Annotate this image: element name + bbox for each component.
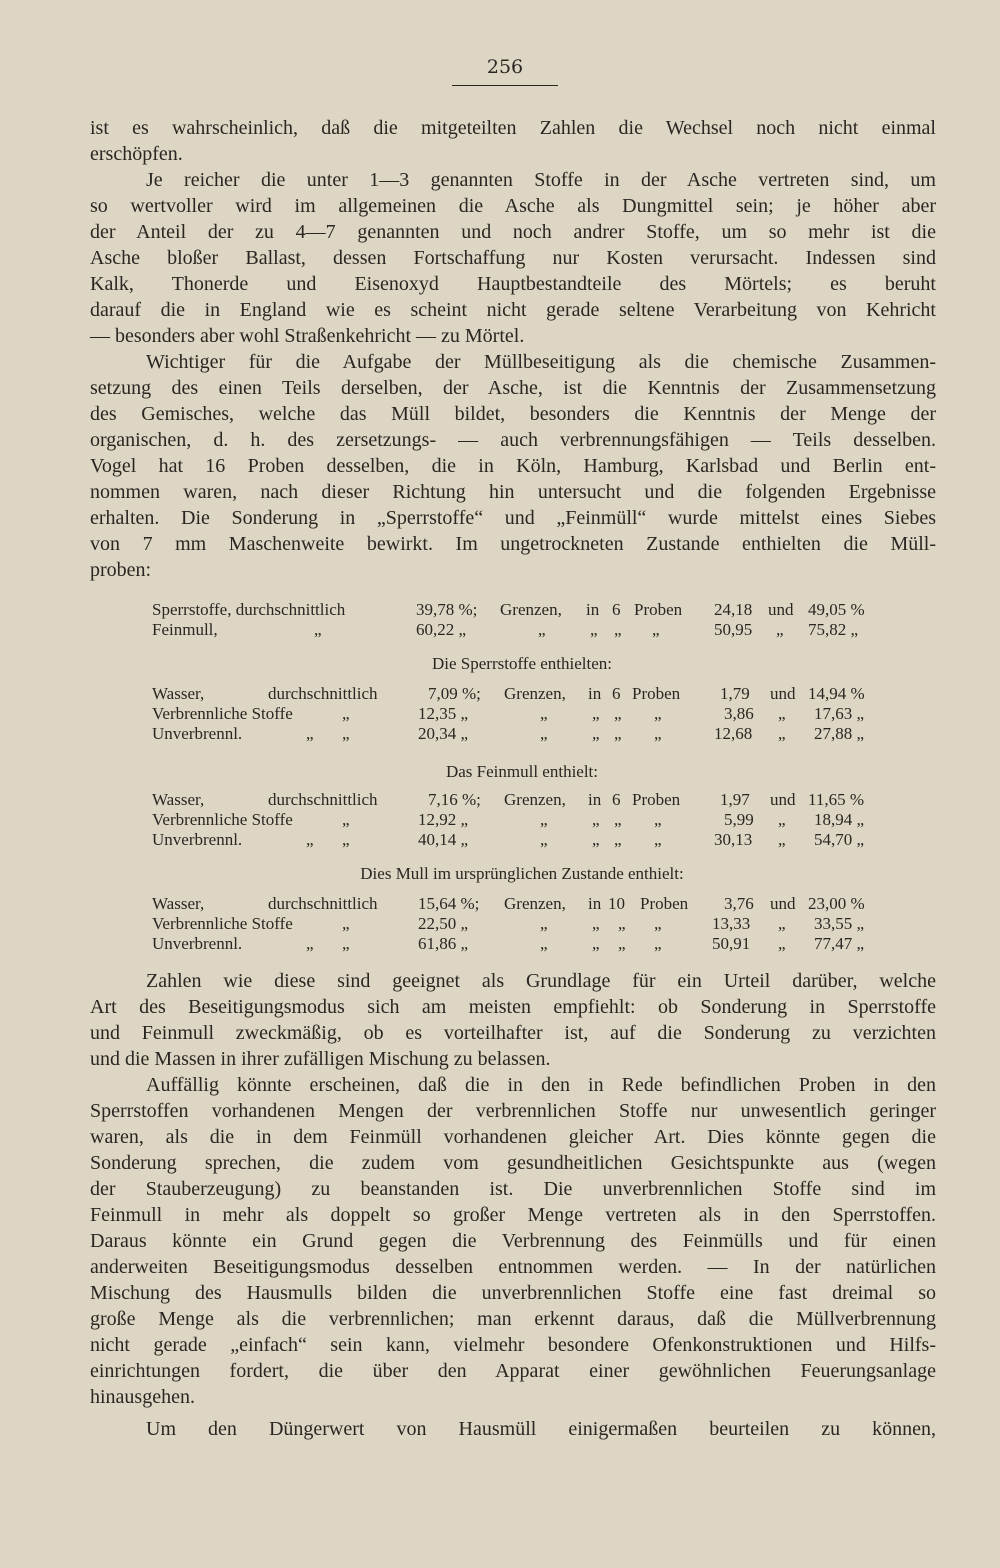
min-value: 24,18: [714, 600, 753, 619]
min-value: 50,91: [712, 934, 751, 953]
ditto-mark: „: [540, 830, 548, 849]
text-line: von 7 mm Maschenweite bewirkt. Im ungetrockneten Zustande enthielten die Müll-: [90, 533, 936, 555]
max-value: 11,65 %: [808, 790, 865, 809]
paragraph-2: [90, 167, 936, 349]
max-value: 17,63 „: [814, 704, 865, 723]
table-row: [152, 894, 892, 914]
min-value: 30,13: [714, 830, 753, 849]
average-value: 22,50 „: [418, 914, 469, 933]
ditto-mark: „: [776, 620, 784, 639]
ditto-mark: „: [592, 914, 600, 933]
samples-label: Proben: [632, 790, 681, 809]
text-line: erhalten. Die Sonderung in „Sperrstoffe“ und „Feinmüll“ wurde mittelst eines Siebes: [90, 507, 936, 529]
table-row: [152, 684, 892, 704]
ditto-mark: „: [778, 704, 786, 723]
ditto-mark: „: [314, 620, 322, 639]
ditto-mark: „: [540, 914, 548, 933]
table-row: [152, 830, 892, 850]
text-line: hinausgehen.: [90, 1386, 195, 1408]
ditto-mark: „: [654, 704, 662, 723]
ditto-mark: „: [540, 810, 548, 829]
text-line: des Gemisches, welche das Müll bildet, besonders die Kenntnis der Menge der: [90, 403, 936, 425]
ditto-mark: „: [590, 620, 598, 639]
text-line: große Menge als die verbrennlichen; man erkennt daraus, daß die Müllverbrennung: [90, 1308, 936, 1330]
text-line: Asche bloßer Ballast, dessen Fortschaffung nur Kosten verursacht. Indessen sind: [90, 247, 936, 269]
text-line: nicht gerade „einfach“ sein kann, vielmehr besondere Ofenkonstruktionen und Hilfs-: [90, 1334, 936, 1356]
and-label: und: [770, 894, 796, 913]
row-label: Wasser,: [152, 684, 205, 703]
ditto-mark: „: [654, 914, 662, 933]
text-line: und Feinmull zweckmäßig, ob es vorteilhafter ist, auf die Sonderung zu verzichten: [90, 1022, 936, 1044]
samples-label: Proben: [634, 600, 683, 619]
row-label-qualifier: durchschnittlich: [268, 684, 378, 703]
row-label: Verbrennliche Stoffe: [152, 914, 293, 933]
max-value: 33,55 „: [814, 914, 865, 933]
min-value: 1,79: [720, 684, 750, 703]
text-line: erschöpfen.: [90, 143, 183, 165]
ditto-mark: „: [778, 914, 786, 933]
row-label: Unverbrennl.: [152, 830, 243, 849]
average-value: 61,86 „: [418, 934, 469, 953]
table-row: [152, 790, 892, 810]
paragraph-1: [90, 115, 936, 167]
ditto-mark: „: [342, 810, 350, 829]
limits-label: Grenzen,: [504, 790, 566, 809]
ditto-mark: „: [654, 724, 662, 743]
ditto-mark: „: [592, 934, 600, 953]
min-value: 1,97: [720, 790, 750, 809]
row-label: Wasser,: [152, 790, 205, 809]
text-line: Feinmull in mehr als doppelt so großer Menge vertreten als in den Sperrstoffen.: [90, 1204, 936, 1226]
min-value: 3,86: [724, 704, 754, 723]
in-label: in: [586, 600, 600, 619]
text-line: darauf die in England wie es scheint nicht gerade seltene Verarbeitung von Kehricht: [90, 299, 936, 321]
section-heading: Dies Mull im ursprünglichen Zustande enthielt:: [360, 864, 684, 883]
data-table-group-4: [152, 864, 892, 954]
samples-label: Proben: [632, 684, 681, 703]
ditto-mark: „: [538, 620, 546, 639]
average-value: 60,22 „: [416, 620, 467, 639]
ditto-mark: „: [618, 934, 626, 953]
max-value: 14,94 %: [808, 684, 865, 703]
ditto-mark: „: [614, 620, 622, 639]
min-value: 5,99: [724, 810, 754, 829]
ditto-mark: „: [306, 724, 314, 743]
section-heading: Das Feinmull enthielt:: [445, 762, 599, 781]
max-value: 77,47 „: [814, 934, 865, 953]
text-line: Um den Düngerwert von Hausmüll einigermaßen beurteilen zu können,: [146, 1418, 936, 1440]
data-table-group-3: [152, 762, 892, 850]
row-label: Unverbrennl.: [152, 724, 243, 743]
max-value: 49,05 %: [808, 600, 865, 619]
ditto-mark: „: [306, 934, 314, 953]
text-line: Mischung des Hausmulls bilden die unverbrennlichen Stoffe eine fast dreimal so: [90, 1282, 936, 1304]
text-line: setzung des einen Teils derselben, der Asche, ist die Kenntnis der Zusammensetzung: [90, 377, 936, 399]
ditto-mark: „: [614, 810, 622, 829]
text-line: ist es wahrscheinlich, daß die mitgeteilten Zahlen die Wechsel noch nicht einmal: [90, 117, 936, 139]
row-label: Sperrstoffe, durchschnittlich: [152, 600, 346, 619]
ditto-mark: „: [654, 934, 662, 953]
ditto-mark: „: [306, 830, 314, 849]
and-label: und: [770, 684, 796, 703]
sample-count: 6: [612, 684, 621, 703]
in-label: in: [588, 790, 602, 809]
ditto-mark: „: [592, 724, 600, 743]
in-label: in: [588, 894, 602, 913]
data-table-group-1: [152, 600, 892, 640]
average-value: 40,14 „: [418, 830, 469, 849]
text-line: der Anteil der zu 4—7 genannten und noch andrer Stoffe, um so mehr ist die: [90, 221, 936, 243]
ditto-mark: „: [342, 914, 350, 933]
text-line: proben:: [90, 559, 152, 581]
row-label: Verbrennliche Stoffe: [152, 704, 293, 723]
data-table-group-2: [152, 654, 892, 744]
ditto-mark: „: [778, 934, 786, 953]
average-value: 7,09 %;: [428, 684, 481, 703]
ditto-mark: „: [540, 934, 548, 953]
limits-label: Grenzen,: [500, 600, 562, 619]
min-value: 12,68: [714, 724, 753, 743]
table-row: [152, 600, 892, 620]
text-line: Zahlen wie diese sind geeignet als Grundlage für ein Urteil darüber, welche: [146, 970, 936, 992]
ditto-mark: „: [342, 724, 350, 743]
sample-count: 6: [612, 790, 621, 809]
min-value: 3,76: [724, 894, 754, 913]
limits-label: Grenzen,: [504, 684, 566, 703]
row-label: Feinmull,: [152, 620, 218, 639]
text-line: organischen, d. h. des zersetzungs- — auch verbrennungsfähigen — Teils desselben.: [90, 429, 936, 451]
table-row: [152, 914, 892, 934]
table-row: [152, 704, 892, 724]
ditto-mark: „: [342, 704, 350, 723]
text-line: so wertvoller wird im allgemeinen die Asche als Dungmittel sein; je höher aber: [90, 195, 936, 217]
average-value: 15,64 %;: [418, 894, 480, 913]
average-value: 12,92 „: [418, 810, 469, 829]
average-value: 7,16 %;: [428, 790, 481, 809]
ditto-mark: „: [614, 724, 622, 743]
max-value: 27,88 „: [814, 724, 865, 743]
ditto-mark: „: [614, 704, 622, 723]
text-line: und die Massen in ihrer zufälligen Mischung zu belassen.: [90, 1048, 551, 1070]
ditto-mark: „: [614, 830, 622, 849]
page-number: 256: [452, 56, 558, 86]
row-label: Wasser,: [152, 894, 205, 913]
text-line: Kalk, Thonerde und Eisenoxyd Hauptbestandteile des Mörtels; es beruht: [90, 273, 936, 295]
table-row: [152, 724, 892, 744]
paragraph-4: [90, 968, 936, 1072]
in-label: in: [588, 684, 602, 703]
average-value: 12,35 „: [418, 704, 469, 723]
average-value: 39,78 %;: [416, 600, 478, 619]
ditto-mark: „: [778, 724, 786, 743]
section-heading: Die Sperrstoffe enthielten:: [431, 654, 613, 673]
table-row: [152, 810, 892, 830]
text-line: Wichtiger für die Aufgabe der Müllbeseitigung als die chemische Zusammen-: [146, 351, 936, 373]
min-value: 13,33: [712, 914, 751, 933]
ditto-mark: „: [654, 830, 662, 849]
row-label-qualifier: durchschnittlich: [268, 894, 378, 913]
text-line: Sonderung sprechen, die zudem vom gesundheitlichen Gesichtspunkte aus (wegen: [90, 1152, 936, 1174]
text-line: Vogel hat 16 Proben desselben, die in Köln, Hamburg, Karlsbad und Berlin ent-: [90, 455, 936, 477]
limits-label: Grenzen,: [504, 894, 566, 913]
text-line: waren, als die in dem Feinmüll vorhandenen gleicher Art. Dies könnte gegen die: [90, 1126, 936, 1148]
text-line: Auffällig könnte erscheinen, daß die in den in Rede befindlichen Proben in den: [146, 1074, 936, 1096]
and-label: und: [768, 600, 794, 619]
sample-count: 10: [608, 894, 625, 913]
ditto-mark: „: [592, 704, 600, 723]
text-line: Je reicher die unter 1—3 genannten Stoffe in der Asche vertreten sind, um: [146, 169, 936, 191]
text-line: Daraus könnte ein Grund gegen die Verbrennung des Feinmülls und für einen: [90, 1230, 936, 1252]
table-row: [152, 620, 892, 640]
paragraph-5: [90, 1072, 936, 1410]
ditto-mark: „: [778, 830, 786, 849]
ditto-mark: „: [652, 620, 660, 639]
sample-count: 6: [612, 600, 621, 619]
max-value: 23,00 %: [808, 894, 865, 913]
table-row: [152, 934, 892, 954]
row-label-qualifier: durchschnittlich: [268, 790, 378, 809]
ditto-mark: „: [592, 830, 600, 849]
row-label: Unverbrennl.: [152, 934, 243, 953]
text-line: nommen waren, nach dieser Richtung hin untersucht und die folgenden Ergebnisse: [90, 481, 936, 503]
and-label: und: [770, 790, 796, 809]
paragraph-6: [90, 1416, 936, 1442]
paragraph-3: [90, 349, 936, 583]
text-line: der Stauberzeugung) zu beanstanden ist. Die unverbrennlichen Stoffe sind im: [90, 1178, 936, 1200]
average-value: 20,34 „: [418, 724, 469, 743]
max-value: 54,70 „: [814, 830, 865, 849]
ditto-mark: „: [654, 810, 662, 829]
ditto-mark: „: [540, 724, 548, 743]
max-value: 75,82 „: [808, 620, 859, 639]
ditto-mark: „: [592, 810, 600, 829]
min-value: 50,95: [714, 620, 753, 639]
ditto-mark: „: [778, 810, 786, 829]
text-line: einrichtungen fordert, die über den Apparat einer gewöhnlichen Feuerungsanlage: [90, 1360, 936, 1382]
ditto-mark: „: [540, 704, 548, 723]
text-line: anderweiten Beseitigungsmodus desselben entnommen werden. — In der natürlichen: [90, 1256, 936, 1278]
ditto-mark: „: [342, 830, 350, 849]
row-label: Verbrennliche Stoffe: [152, 810, 293, 829]
samples-label: Proben: [640, 894, 689, 913]
max-value: 18,94 „: [814, 810, 865, 829]
ditto-mark: „: [618, 914, 626, 933]
ditto-mark: „: [342, 934, 350, 953]
text-line: — besonders aber wohl Straßenkehricht — zu Mörtel.: [90, 325, 525, 347]
text-line: Sperrstoffen vorhandenen Mengen der verbrennlichen Stoffe nur unwesentlich geringer: [90, 1100, 936, 1122]
text-line: Art des Beseitigungsmodus sich am meisten empfiehlt: ob Sonderung in Sperrstoffe: [90, 996, 936, 1018]
